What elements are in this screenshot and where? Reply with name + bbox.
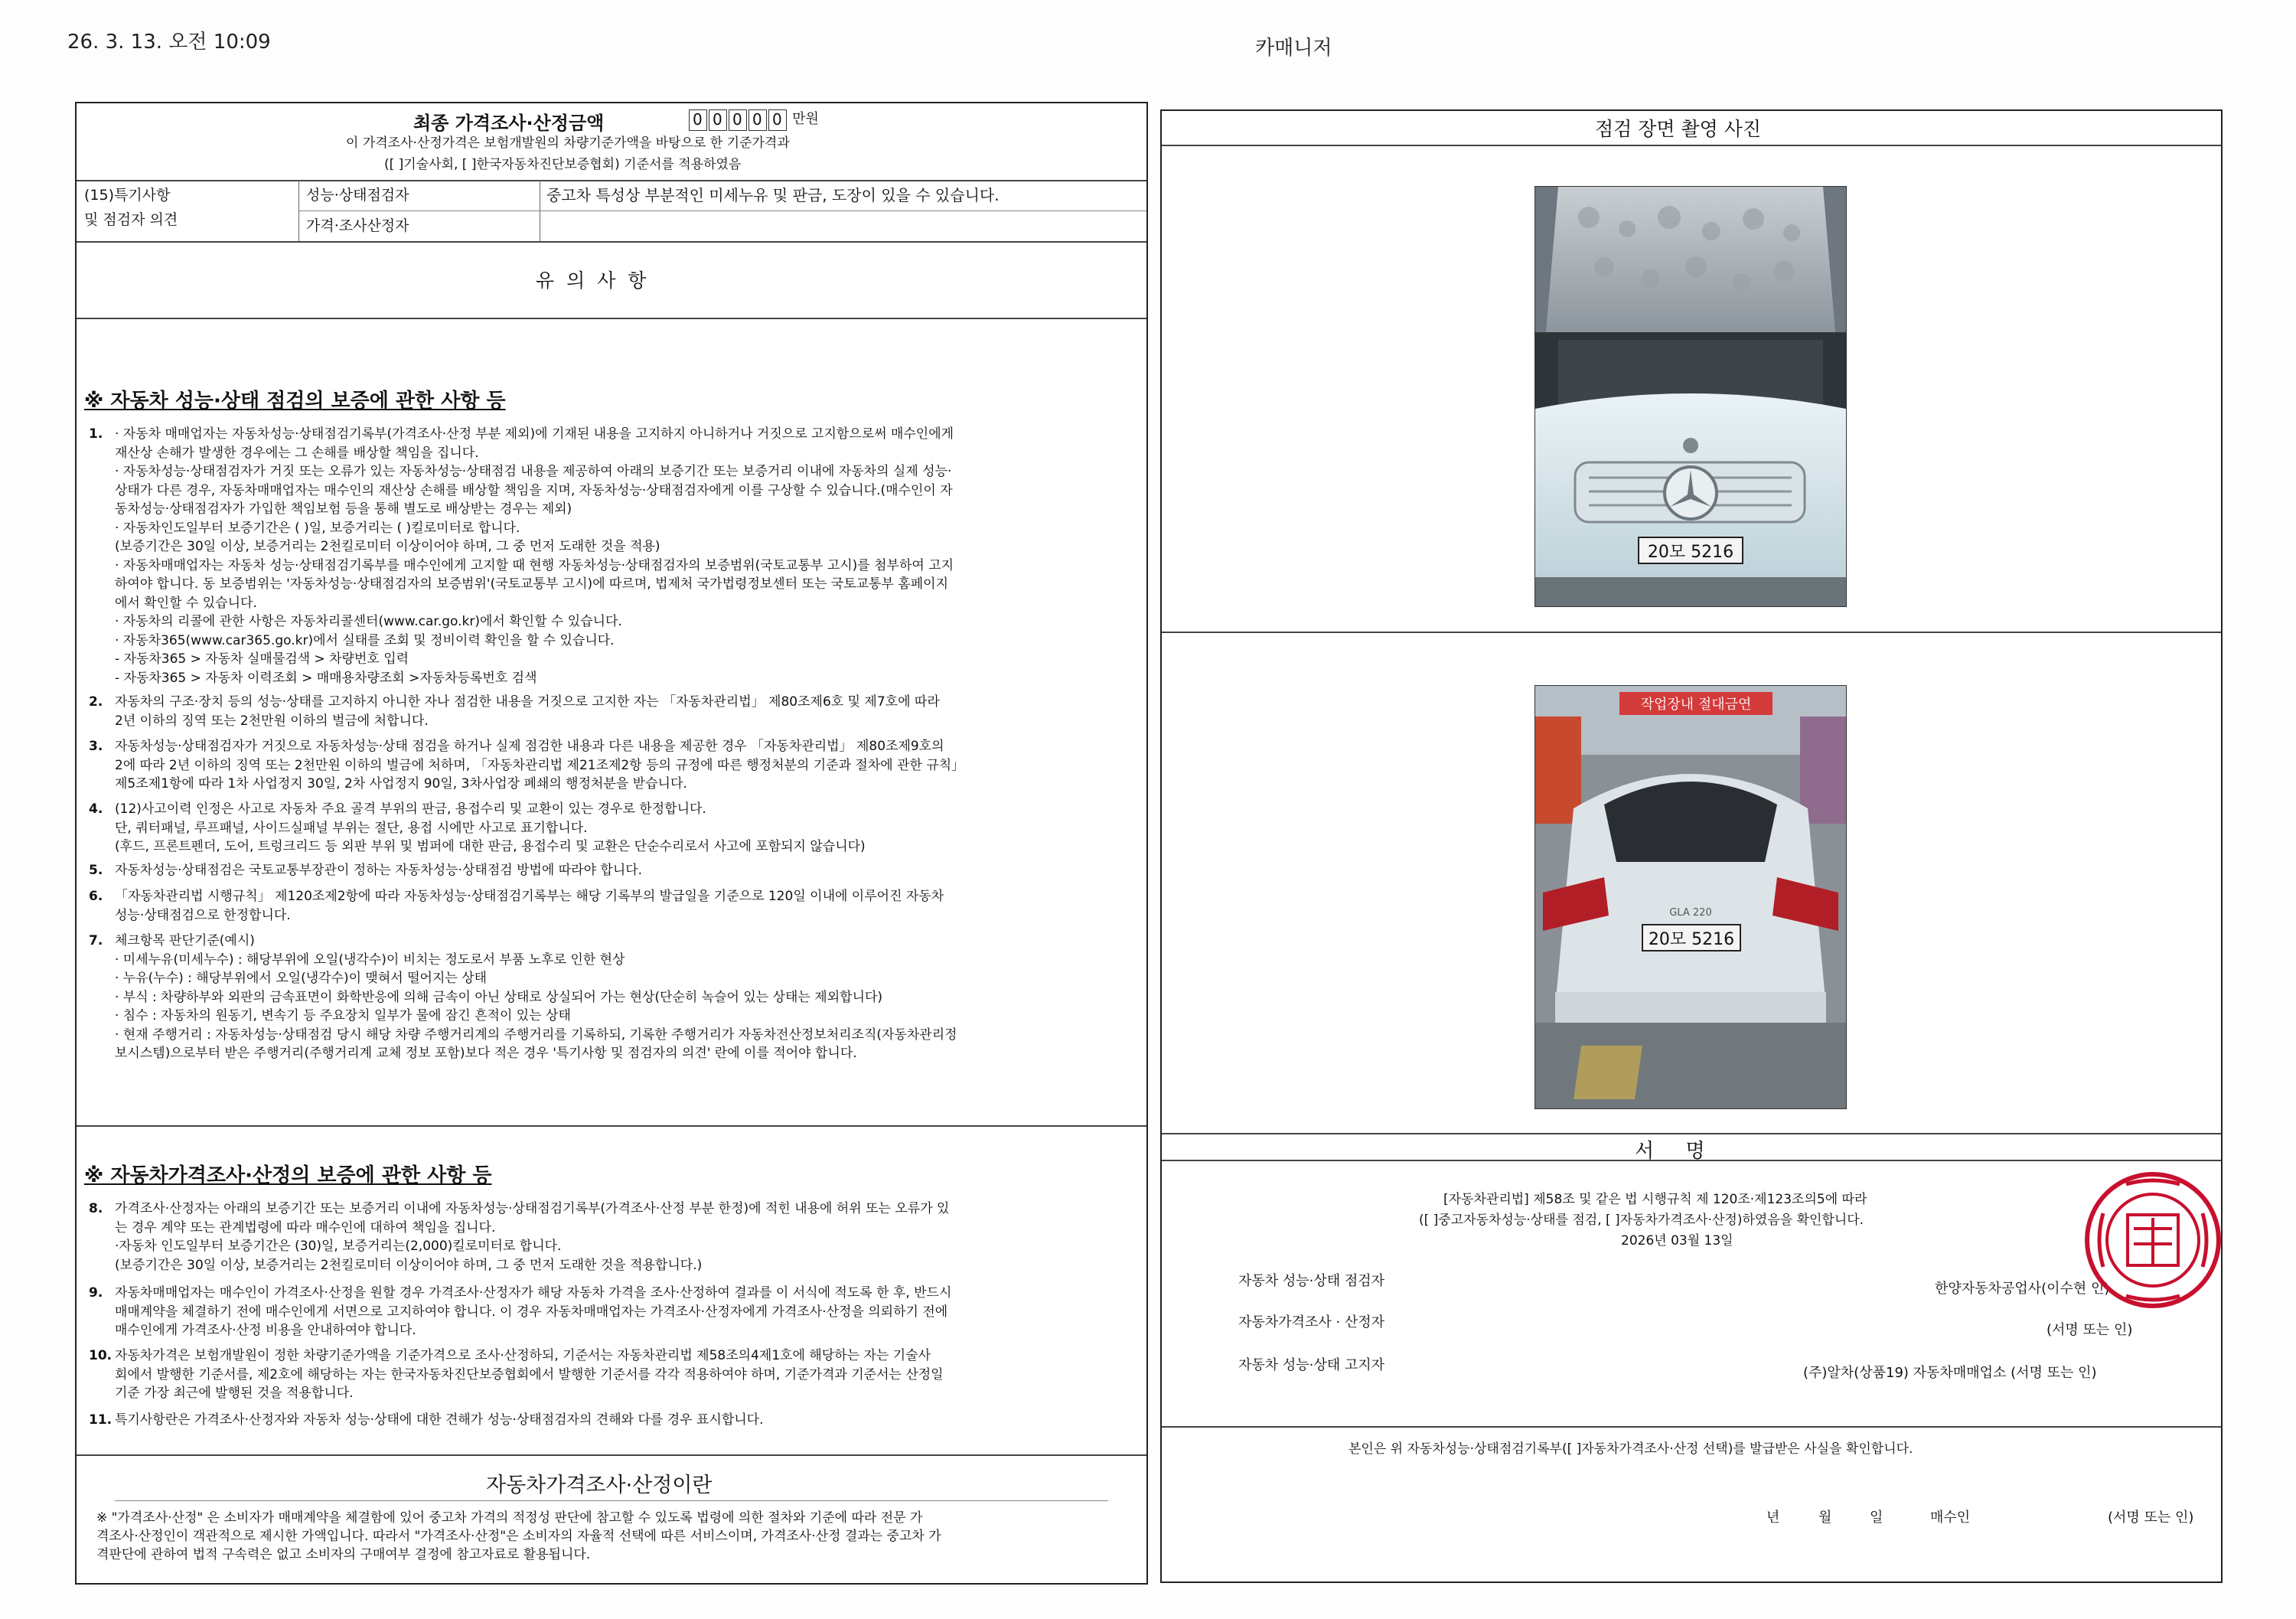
print-title: 카매니저 bbox=[1255, 37, 1332, 60]
buyer-label: 매수인 bbox=[1930, 1510, 1971, 1526]
photos-title: 점검 장면 촬영 사진 bbox=[1595, 118, 1762, 140]
notice-item: 4. (12)사고이력 인정은 사고로 자동차 주요 골격 부위의 판금, 용접수리 및 교환이 있는 경우로 한정합니다. 단, 쿼터패널, 루프패널, 사이드실패널 부위는 절단, 용접 시에만 사고로 표기합니다. (후드, 프론트펜더, 도어, 트렁크리드 등 외판 부위 및 범퍼에 대한 판금, 용접수리 및 교환은 단순수리로서 사고에 포함되지 않습니다) bbox=[89, 801, 866, 854]
price-note-2: ([ ]기술사회, [ ]한국자동차진단보증협회) 기준서를 적용하였음 bbox=[384, 157, 742, 172]
signer-label: 자동차 성능·상태 고지자 bbox=[1238, 1357, 1385, 1373]
divider bbox=[77, 1454, 1146, 1456]
receipt-statement: 본인은 위 자동차성능·상태점검기록부([ ]자동차가격조사·산정 선택)를 발급받은 사실을 확인합니다. bbox=[1349, 1441, 1913, 1457]
signer-value: 한양자동차공업사(이수현 인) bbox=[1935, 1281, 2110, 1297]
signer-label: 자동차 성능·상태 점검자 bbox=[1238, 1273, 1385, 1289]
price-digit: 0 bbox=[709, 109, 727, 131]
rear-badge: GLA 220 bbox=[1669, 907, 1712, 919]
notice-item: 10. 자동차가격은 보험개발원이 정한 차량기준가액을 기준가격으로 조사·산정하되, 기준서는 자동차관리법 제58조의4제1호에 해당하는 자는 기술사 회에서 발행한 기준서를, 제2호에 해당하는 자는 한국자동차진단보증협회에서 발행한 기준서를 각각 적용하여야 하며, 기준가격과 기준서는 산정일 기준 가장 최근에 발행된 것을 적용합니다. bbox=[89, 1348, 944, 1401]
appraiser-label: 가격·조사산정자 bbox=[306, 217, 409, 234]
notice-item: 11. 특기사항란은 가격조사·산정자와 자동차 성능·상태에 대한 견해가 성능·상태점검자의 견해와 다를 경우 표시합니다. bbox=[89, 1412, 764, 1428]
notice-item: 7. 체크항목 판단기준(예시) · 미세누유(미세누수) : 해당부위에 오일(냉각수)이 비치는 정도로서 부품 노후로 인한 현상 · 누유(누수) : 해당부위에서 오일(냉각수)이 맺혀서 떨어지는 상태 · 부식 : 차량하부와 외판의 금속표면이 화학반응에 의해 금속이 아닌 상태로 상실되어 가는 현상(단순히 녹슬어 있는 상태는 제외합니다) · 침수 : 자동차의 원동기, 변속기 등 주요장치 일부가 물에 잠긴 흔적이 있는 상태 · 현재 주행거리 : 자동차성능·상태점검 당시 해당 차량 주행거리계의 주행거리를 기록하되, 기록한 주행거리가 자동차전산정보처리조직(자동차관리정 보시스템)으로부터 받은 주행거리(주행거리계 교체 정보 포함)보다 적은 경우 '특기사항 및 점검자의 의견' 란에 이를 적어야 합니다. bbox=[89, 933, 957, 1061]
signer-value: (서명 또는 인) bbox=[2047, 1322, 2133, 1338]
inspector-opinion: 중고차 특성상 부분적인 미세누유 및 판금, 도장이 있을 수 있습니다. bbox=[546, 186, 1000, 204]
price-digit: 0 bbox=[729, 109, 747, 131]
law-line-1: [자동차관리법] 제58조 및 같은 법 시행규칙 제 120조·제123조의5에 따라 bbox=[1443, 1192, 1867, 1207]
divider bbox=[1162, 632, 2221, 633]
company-seal-stamp bbox=[2080, 1167, 2226, 1313]
rear-car-image bbox=[1535, 686, 1846, 1108]
buyer-sign: (서명 또는 인) bbox=[2108, 1510, 2194, 1526]
left-panel bbox=[75, 102, 1148, 1585]
price-label: 최종 가격조사·산정금액 bbox=[413, 113, 605, 134]
front-inspection-photo bbox=[1534, 186, 1847, 607]
front-plate: 20모 5216 bbox=[1647, 543, 1734, 562]
divider bbox=[77, 241, 1146, 243]
divider bbox=[1162, 1133, 2221, 1134]
price-digit: 0 bbox=[689, 109, 707, 131]
notice-item: 3. 자동차성능·상태점검자가 거짓으로 자동차성능·상태 점검을 하거나 실제 점검한 내용과 다른 내용을 제공한 경우 「자동차관리법」 제80조제9호의 2에 따라 2년 이하의 징역 또는 2천만원 이하의 벌금에 처하며, 「자동차관리법 제21조제2항 등의 규정에 따른 행정처분의 기준과 절차에 관한 규칙」 제5조제1항에 따라 1차 사업정지 30일, 2차 사업정지 90일, 3차사업장 폐쇄의 행정처분을 받습니다. bbox=[89, 739, 965, 792]
price-unit: 만원 bbox=[792, 111, 819, 127]
garage-sign: 작업장내 절대금연 bbox=[1640, 697, 1752, 713]
price-digit: 0 bbox=[748, 109, 767, 131]
signer-label: 자동차가격조사 · 산정자 bbox=[1238, 1314, 1385, 1330]
divider bbox=[77, 1125, 1146, 1127]
price-note-1: 이 가격조사·산정가격은 보험개발원의 차량기준가액을 바탕으로 한 기준가격과 bbox=[346, 135, 790, 151]
notice-item: 9. 자동차매매업자는 매수인이 가격조사·산정을 원할 경우 가격조사·산정자가 해당 자동차 가격을 조사·산정하여 결과를 이 서식에 적도록 한 후, 반드시 매매계약을 체결하기 전에 매수인에게 서면으로 고지하여야 합니다. 이 경우 자동차매매업자는 가격조사·산정자에게 가격조사·산정을 의뢰하기 전에 매수인에게 가격조사·산정 비용을 안내하여야 합니다. bbox=[89, 1285, 952, 1338]
divider bbox=[1162, 1426, 2221, 1428]
inspector-label: 성능·상태점검자 bbox=[306, 187, 409, 204]
signer-value: (주)알차(상품19) 자동차매매업소 (서명 또는 인) bbox=[1803, 1365, 2097, 1381]
notice-item: 2. 자동차의 구조·장치 등의 성능·상태를 고지하지 아니한 자나 점검한 내용을 거짓으로 고지한 자는 「자동차관리법」 제80조제6호 및 제7호에 따라 2년 이하의 징역 또는 2천만원 이하의 벌금에 처합니다. bbox=[89, 694, 940, 729]
front-car-image bbox=[1535, 187, 1846, 606]
definition-text: ※ "가격조사·산정" 은 소비자가 매매계약을 체결함에 있어 중고차 가격의 적정성 판단에 참고할 수 있도록 법령에 의한 절차와 기준에 따라 전문 가 격조사·산정인이 객관적으로 제시한 가액입니다. 따라서 "가격조사·산정"은 소비자의 자율적 선택에 따른 서비스이며, 가격조사·산정 결과는 중고차 가 격판단에 관하여 법적 구속력은 없고 소비자의 구매여부 결정에 참고자료로 활용됩니다. bbox=[96, 1510, 941, 1562]
divider bbox=[1162, 1160, 2221, 1161]
section1-title: ※ 자동차 성능·상태 점검의 보증에 관한 사항 등 bbox=[84, 390, 506, 413]
divider bbox=[115, 1500, 1108, 1501]
rear-plate: 20모 5216 bbox=[1648, 930, 1735, 949]
special-label-1: (15)특기사항 bbox=[84, 187, 171, 204]
notice-item: 5. 자동차성능·상태점검은 국토교통부장관이 정하는 자동차성능·상태점검 방법에 따라야 합니다. bbox=[89, 863, 643, 878]
buyer-day: 일 bbox=[1870, 1510, 1883, 1526]
signature-title: 서 명 bbox=[1635, 1140, 1705, 1163]
price-digit-boxes bbox=[689, 108, 819, 131]
divider bbox=[1162, 145, 2221, 146]
print-datetime: 26. 3. 13. 오전 10:09 bbox=[67, 31, 271, 54]
divider bbox=[77, 318, 1146, 319]
price-digit: 0 bbox=[768, 109, 787, 131]
right-panel bbox=[1160, 109, 2223, 1583]
buyer-month: 월 bbox=[1818, 1510, 1832, 1526]
rear-inspection-photo bbox=[1534, 685, 1847, 1109]
notice-item: 6. 「자동차관리법 시행규칙」 제120조제2항에 따라 자동차성능·상태점검기록부는 해당 기록부의 발급일을 기준으로 120일 이내에 이루어진 자동차 성능·상태점검으로 한정합니다. bbox=[89, 889, 944, 923]
special-notes-table bbox=[77, 180, 1146, 241]
definition-title: 자동차가격조사·산정이란 bbox=[486, 1474, 713, 1497]
special-label-2: 및 점검자 의견 bbox=[84, 211, 178, 228]
law-line-2: ([ ]중고자동차성능·상태를 점검, [ ]자동차가격조사·산정)하였음을 확인합니다. bbox=[1419, 1213, 1864, 1228]
buyer-year: 년 bbox=[1766, 1510, 1780, 1526]
notes-title: 유 의 사 항 bbox=[536, 269, 650, 292]
section1-list bbox=[89, 425, 1137, 1190]
notice-item: 1. · 자동차 매매업자는 자동차성능·상태점검기록부(가격조사·산정 부분 제외)에 기재된 내용을 고지하지 아니하거나 거짓으로 고지함으로써 매수인에게 재산상 손해가 발생한 경우에는 그 손해를 배상할 책임을 집니다. · 자동차성능·상태점검자가 거짓 또는 오류가 있는 자동차성능·상태점검 내용을 제공하여 아래의 보증기간 또는 보증거리 이내에 자동차의 실제 성능· 상태가 다른 경우, 자동차매매업자는 매수인의 재산상 손해를 배상할 책임을 지며, 자동차성능·상태점검자에게 이를 구상할 수 있습니다.(매수인이 자 동차성능·상태점검자가 가입한 책임보험 등을 통해 별도로 배상받는 경우는 제외) · 자동차인도일부터 보증기간은 ( )일, 보증거리는 ( )킬로미터로 합니다. (보증기간은 30일 이상, 보증거리는 2천킬로미터 이상이어야 하며, 그 중 먼저 도래한 것을 적용) · 자동차매매업자는 자동차 성능·상태점검기록부를 매수인에게 고지할 때 현행 자동차성능·상태점검자의 보증범위(국토교통부 고시)를 첨부하여 고지 하여야 합니다. 동 보증범위는 '자동차성능·상태점검자의 보증범위'(국토교통부 고시)에 따르며, 법제처 국가법령정보센터 또는 국토교통부 홈페이지 에서 확인할 수 있습니다. · 자동차의 리콜에 관한 사항은 자동차리콜센터(www.car.go.kr)에서 확인할 수 있습니다. · 자동차365(www.car365.go.kr)에서 실태를 조회 및 정비이력 확인을 할 수 있습니다. - 자동차365 > 자동차 실매물검색 > 차량번호 입력 - 자동차365 > 자동차 이력조회 > 매매용차량조회 >자동차등록번호 검색 bbox=[89, 426, 954, 686]
section2-title: ※ 자동차가격조사·산정의 보증에 관한 사항 등 bbox=[84, 1164, 492, 1187]
notice-item: 8. 가격조사·산정자는 아래의 보증기간 또는 보증거리 이내에 자동차성능·상태점검기록부(가격조사·산정 부분 한정)에 적힌 내용에 허위 또는 오류가 있 는 경우 계약 또는 관계법령에 따라 매수인에 대하여 책임을 집니다. ·자동차 인도일부터 보증기간은 (30)일, 보증거리는(2,000)킬로미터로 합니다. (보증기간은 30일 이상, 보증거리는 2천킬로미터 이상이어야 하며, 그 중 먼저 도래한 것을 적용합니다.) bbox=[89, 1201, 950, 1273]
sign-date: 2026년 03월 13일 bbox=[1621, 1233, 1733, 1249]
